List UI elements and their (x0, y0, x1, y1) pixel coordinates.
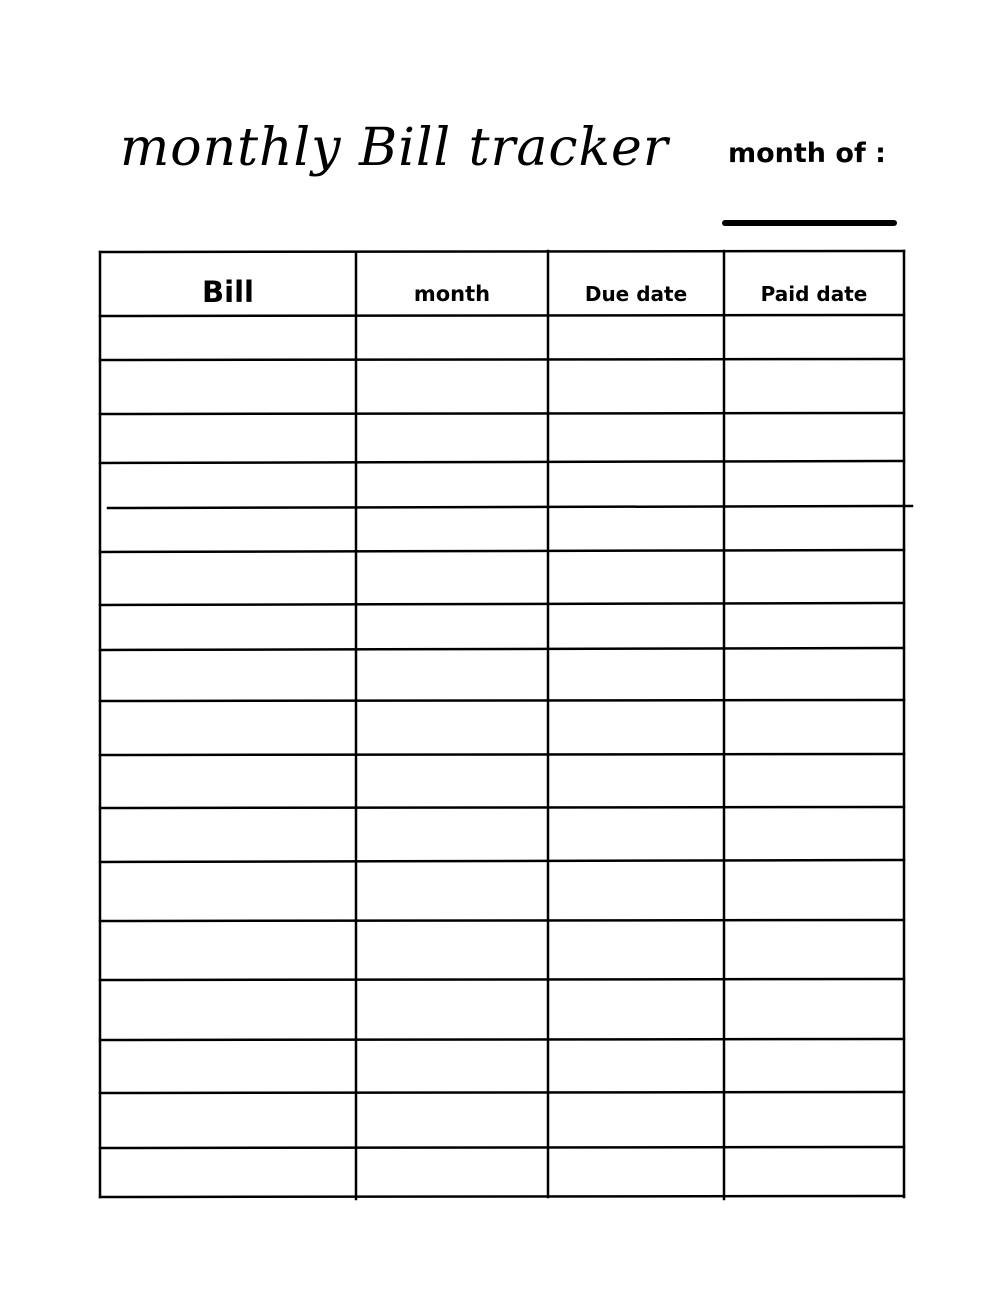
row-divider (100, 860, 904, 862)
row-divider (100, 413, 904, 414)
table-row[interactable] (100, 702, 904, 754)
row-divider (100, 920, 904, 921)
page-title: monthly Bill tracker (120, 118, 669, 178)
month-of-label: month of : (728, 138, 886, 169)
table-row[interactable] (100, 1041, 904, 1092)
table-row[interactable] (100, 1094, 904, 1147)
row-divider (100, 1147, 904, 1148)
column-header-paid-date: Paid date (760, 282, 868, 306)
column-header-bill: Bill (202, 275, 254, 309)
row-divider (100, 979, 904, 980)
header-row-divider (100, 315, 904, 316)
table-row[interactable] (100, 361, 904, 413)
row-divider (100, 603, 904, 605)
table-row[interactable] (100, 922, 904, 979)
table-row[interactable] (100, 1149, 904, 1196)
table-row[interactable] (100, 809, 904, 860)
table-row[interactable] (100, 651, 904, 700)
table-border-bottom (100, 1196, 904, 1197)
row-divider (100, 1092, 904, 1093)
table-border-top (100, 251, 904, 252)
table-row[interactable] (100, 553, 904, 603)
row-divider (100, 461, 904, 463)
table-row[interactable] (100, 464, 904, 506)
row-divider (100, 648, 904, 650)
table-row[interactable] (100, 317, 904, 359)
row-divider (100, 700, 904, 701)
table-row[interactable] (100, 863, 904, 920)
row-divider (100, 754, 904, 755)
row-divider (100, 359, 904, 360)
column-header-month: month (413, 282, 491, 306)
table-row[interactable] (100, 415, 904, 461)
column-header-due-date: Due date (584, 282, 688, 306)
table-row[interactable] (100, 509, 904, 550)
table-row[interactable] (100, 606, 904, 648)
row-divider (100, 807, 904, 808)
table-row[interactable] (100, 981, 904, 1039)
table-row[interactable] (100, 756, 904, 807)
row-divider (100, 550, 904, 552)
row-divider-extended (108, 506, 912, 508)
row-divider (100, 1039, 904, 1040)
